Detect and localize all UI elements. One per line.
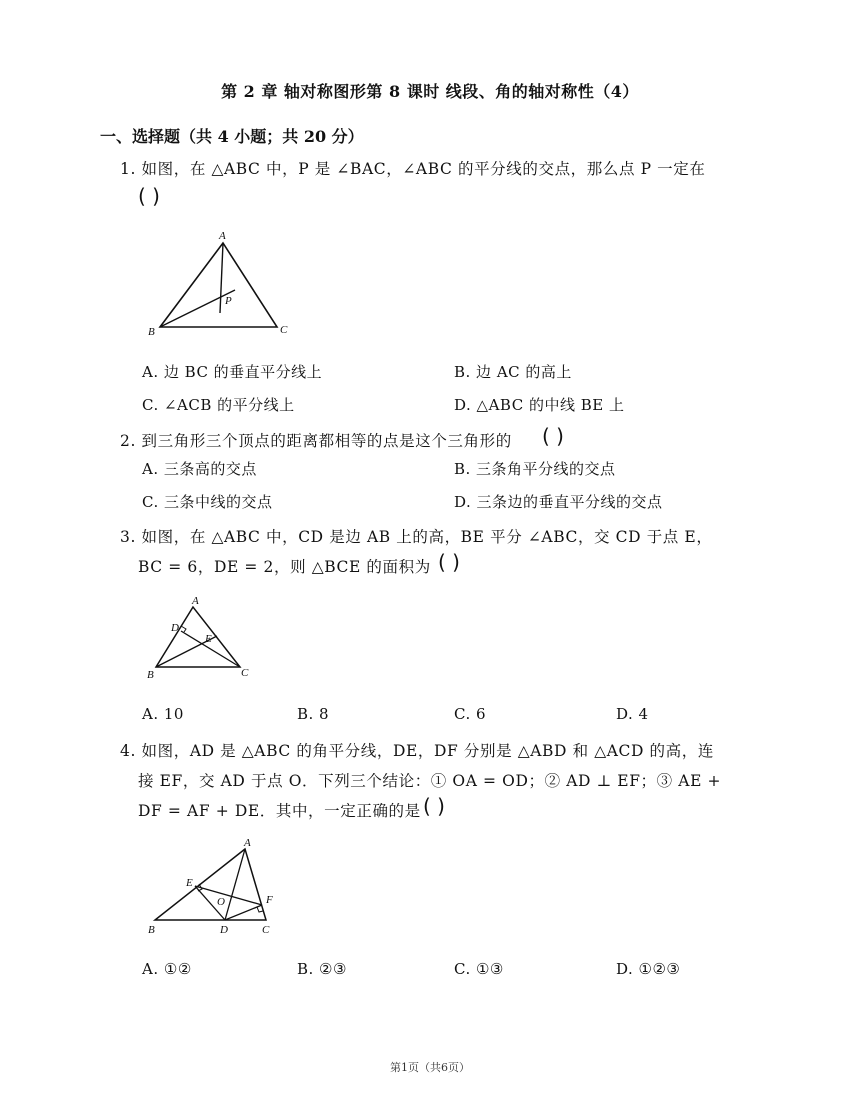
question-2-answer-blank: ( ) xyxy=(542,424,564,448)
question-1-stem: 1. 如图，在 △ABC 中，P 是 ∠BAC，∠ABC 的平分线的交点，那么点 P 一定在 xyxy=(120,160,706,178)
bisector-from-b xyxy=(160,290,235,327)
question-1-option-d[interactable]: D. △ABC 的中线 BE 上 xyxy=(454,396,625,414)
question-2-stem: 2. 到三角形三个顶点的距离都相等的点是这个三角形的 xyxy=(120,432,512,450)
label-f: F xyxy=(266,894,273,906)
triangle-abc xyxy=(156,607,240,667)
question-3-option-c[interactable]: C. 6 xyxy=(454,705,487,723)
question-3-answer-blank: ( ) xyxy=(438,550,460,574)
label-e: E xyxy=(186,877,193,889)
question-4-answer-blank: ( ) xyxy=(423,794,445,818)
question-1-answer-blank: ( ) xyxy=(138,184,160,208)
question-2-option-a[interactable]: A. 三条高的交点 xyxy=(142,460,257,478)
question-4-option-c[interactable]: C. ①③ xyxy=(454,960,504,978)
label-d: D xyxy=(171,622,179,634)
question-2-option-d[interactable]: D. 三条边的垂直平分线的交点 xyxy=(454,493,663,511)
label-b: B xyxy=(148,924,155,936)
question-3-option-a[interactable]: A. 10 xyxy=(142,705,184,723)
label-o: O xyxy=(217,896,225,908)
label-d: D xyxy=(220,924,228,936)
label-e: E xyxy=(205,633,212,645)
question-3-option-b[interactable]: B. 8 xyxy=(297,705,330,723)
question-4-stem-line-1: 4. 如图，AD 是 △ABC 的角平分线，DE，DF 分别是 △ABD 和 △ACD 的高，连 xyxy=(120,742,714,760)
question-4-option-a[interactable]: A. ①② xyxy=(142,960,192,978)
question-1-option-c[interactable]: C. ∠ACB 的平分线上 xyxy=(142,396,295,414)
label-b: B xyxy=(148,326,155,338)
question-3-stem-line-1: 3. 如图，在 △ABC 中，CD 是边 AB 上的高，BE 平分 ∠ABC，交 CD 于点 E， xyxy=(120,528,713,546)
question-4-figure xyxy=(140,832,290,940)
question-4-stem-line-3: DF = AF + DE．其中，一定正确的是 xyxy=(138,802,421,820)
page-title: 第 2 章 轴对称图形第 8 课时 线段、角的轴对称性（4） xyxy=(221,82,639,101)
label-b: B xyxy=(147,669,154,681)
label-c: C xyxy=(241,667,249,679)
question-3-stem-line-2: BC = 6，DE = 2，则 △BCE 的面积为 xyxy=(138,558,431,576)
label-a: A xyxy=(219,230,226,242)
bisector-from-a xyxy=(220,243,223,313)
label-c: C xyxy=(262,924,270,936)
question-2-option-c[interactable]: C. 三条中线的交点 xyxy=(142,493,273,511)
page-footer: 第1页（共6页） xyxy=(390,1061,470,1074)
question-4-option-b[interactable]: B. ②③ xyxy=(297,960,347,978)
question-3-option-d[interactable]: D. 4 xyxy=(616,705,649,723)
question-2-option-b[interactable]: B. 三条角平分线的交点 xyxy=(454,460,616,478)
question-3-figure xyxy=(140,592,270,687)
question-1-option-b[interactable]: B. 边 AC 的高上 xyxy=(454,363,572,381)
label-c: C xyxy=(280,324,288,336)
question-4-option-d[interactable]: D. ①②③ xyxy=(616,960,681,978)
question-1-option-a[interactable]: A. 边 BC 的垂直平分线上 xyxy=(142,363,323,381)
label-a: A xyxy=(192,595,199,607)
triangle-abc xyxy=(160,243,277,327)
question-1-figure xyxy=(140,226,300,341)
altitude-df xyxy=(225,905,262,920)
bisector-ad xyxy=(225,849,245,920)
question-4-stem-line-2: 接 EF，交 AD 于点 O．下列三个结论：① OA = OD；② AD ⊥ EF；③ AE + xyxy=(138,772,722,790)
segment-ef xyxy=(195,886,262,905)
section-heading: 一、选择题（共 4 小题；共 20 分） xyxy=(100,127,364,146)
label-p: P xyxy=(225,295,232,307)
triangle-abc xyxy=(155,849,266,920)
label-a: A xyxy=(244,837,251,849)
